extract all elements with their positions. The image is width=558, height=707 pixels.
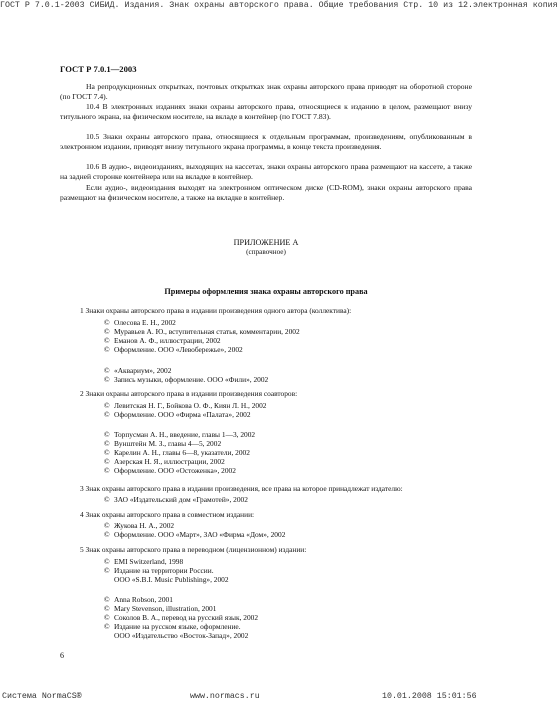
copyright-entry: © Оформление. ООО «Остоженка», 2002 [104,466,236,475]
copyright-entry: © Азерская Н. Я., иллюстрации, 2002 [104,457,225,466]
page-number: 6 [60,651,64,660]
list-item: 4 Знак охраны авторского права в совместном издании: [80,510,255,519]
copyright-entry: © Anna Robson, 2001 [104,595,173,604]
footer-system-name: Система NormaCS® [2,692,82,701]
copyright-entry: © Жукова Н. А., 2002 [104,521,175,530]
copyright-entry: © Издание на русском языке, оформление. [104,622,241,631]
document-header-bar: ГОСТ Р 7.0.1-2003 СИБИД. Издания. Знак охраны авторского права. Общие требования Стр. 10 из 12.электронная копия [0,1,558,10]
list-item: 5 Знак охраны авторского права в переводном (лицензионном) издании: [80,545,307,554]
copyright-entry: © Запись музыки, оформление. ООО «Фили», 2002 [104,375,269,384]
appendix-title: ПРИЛОЖЕНИЕ А [233,238,299,247]
copyright-entry: © EMI Switzerland, 1998 [104,557,184,566]
copyright-entry: © Левитская Н. Г., Бойкова О. Ф., Киян Л. Н., 2002 [104,401,267,410]
copyright-entry: © ЗАО «Издательский дом «Грамотей», 2002 [104,495,248,504]
list-item: 2 Знаки охраны авторского права в издании произведения соавторов: [80,389,298,398]
document-code: ГОСТ Р 7.0.1—2003 [60,64,137,74]
copyright-entry: © Оформление. ООО «Левобережье», 2002 [104,345,243,354]
paragraph: На репродукционных открытках, почтовых открытках знак охраны авторского права приводят на оборотной стороне (по ГОСТ 7.4). [60,82,472,101]
copyright-entry: © Издание на территории России. [104,566,214,575]
appendix-heading: Примеры оформления знака охраны авторского права [164,287,368,296]
list-item: 3 Знак охраны авторского права в издании произведения, все права на которое принадлежат издателю: [80,484,403,493]
footer-timestamp: 10.01.2008 15:01:56 [382,692,477,701]
paragraph: 10.5 Знаки охраны авторского права, относящиеся к отдельным программам, произведениям, опубликованным в электронном издании, приводят внизу титульного экрана программы, в конце текста произведения. [60,132,472,151]
list-item: 1 Знаки охраны авторского права в издании произведения одного автора (коллектива): [80,306,352,315]
copyright-entry: © Еманов А. Ф., иллюстрации, 2002 [104,336,221,345]
copyright-entry: © Вунштейн М. З., главы 4—5, 2002 [104,439,222,448]
footer-url: www.normacs.ru [190,692,260,701]
appendix-subtitle: (справочное) [246,248,286,256]
copyright-entry-continuation: ООО «S.B.I. Music Publishing», 2002 [114,575,229,584]
paragraph: Если аудио-, видеоиздания выходят на электронном оптическом диске (CD-ROM), знаки охраны авторского права размещают на физическом носителе, а также на вкладке в контейнер. [60,183,472,202]
copyright-entry-continuation: ООО «Издательство «Восток-Запад», 2002 [114,631,249,640]
copyright-entry: © Оформление. ООО «Март», ЗАО «Фирма «Дом», 2002 [104,530,286,539]
footer-bar [0,691,500,703]
copyright-entry: © Муравьев А. Ю., вступительная статья, комментарии, 2002 [104,327,300,336]
copyright-entry: © Соколов В. А., перевод на русский язык, 2002 [104,613,259,622]
copyright-entry: © Торпусман А. Н., введение, главы 1—3, 2002 [104,430,256,439]
paragraph: 10.6 В аудио-, видеоизданиях, выходящих на кассетах, знаки охраны авторского права размещают на кассете, а также на задней сторонке контейнера или на вкладке в контейнер. [60,162,472,181]
copyright-entry: © Mary Stevenson, illustration, 2001 [104,604,217,613]
copyright-entry: © Оформление. ООО «Фирма «Палата», 2002 [104,410,251,419]
copyright-entry: © «Аквариум», 2002 [104,366,172,375]
copyright-entry: © Олесова Е. Н., 2002 [104,318,176,327]
copyright-entry: © Карелин А. Н., главы 6—8, указатели, 2002 [104,448,250,457]
paragraph: 10.4 В электронных изданиях знаки охраны авторского права, относящиеся к изданию в целом, размещают внизу титульного экрана, на физическом носителе, на вкладе в контейнер (по ГОСТ 7.83). [60,102,472,121]
